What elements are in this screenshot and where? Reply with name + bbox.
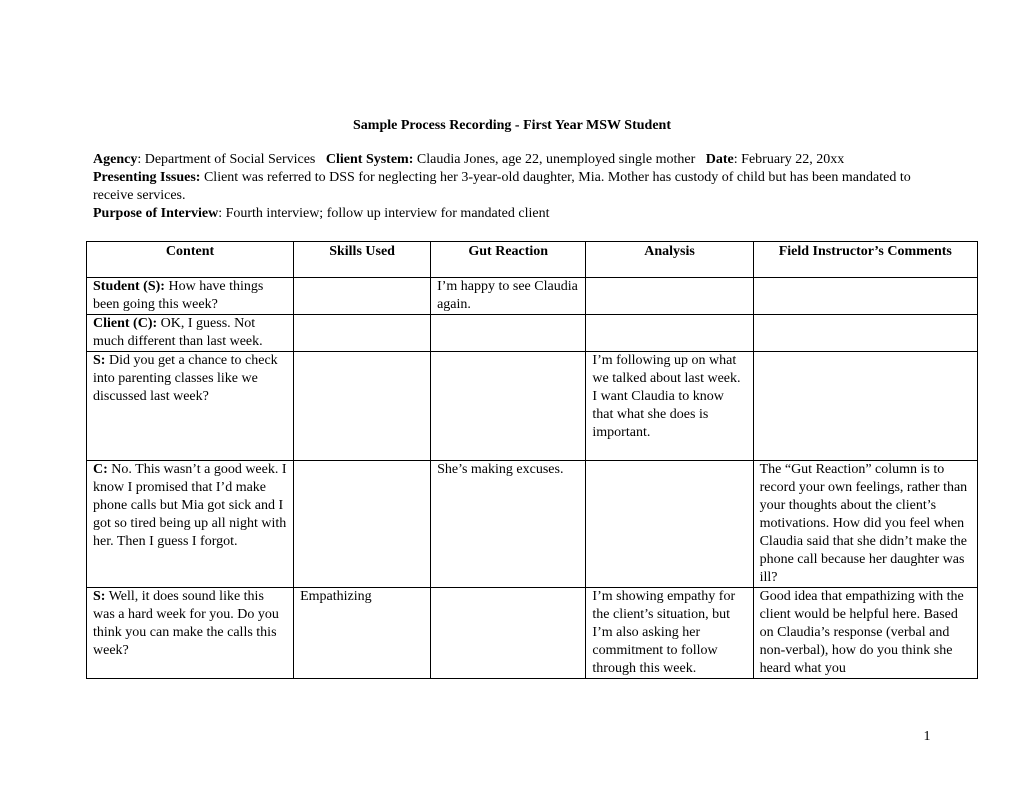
agency-value: : Department of Social Services: [137, 152, 316, 167]
content-cell: [87, 278, 294, 315]
client-system-label: Client System:: [325, 152, 414, 167]
skills-cell: [294, 315, 431, 352]
purpose-line: [93, 205, 943, 223]
header-analysis: Analysis: [586, 242, 753, 278]
analysis-cell: [586, 315, 753, 352]
table-row: [87, 315, 978, 352]
analysis-cell: [586, 461, 753, 588]
header-gut-reaction: Gut Reaction: [431, 242, 586, 278]
table-row: [87, 278, 978, 315]
analysis-cell: [586, 278, 753, 315]
content-cell: [87, 352, 294, 461]
analysis-cell: I’m showing empathy for the client’s situation, but I’m also asking her commitment to follow through this week.: [586, 588, 753, 679]
comments-cell: [753, 352, 977, 461]
dialogue-text: Well, it does sound like this was a hard week for you. Do you think you can make the calls this week?: [93, 589, 279, 658]
speaker-label: S:: [93, 353, 106, 368]
speaker-label: S:: [93, 589, 106, 604]
content-cell: [87, 588, 294, 679]
table-header-row: [87, 242, 978, 278]
comments-cell: [753, 278, 977, 315]
table-row: [87, 461, 978, 588]
dialogue-text: How have things been going this week?: [93, 279, 264, 312]
speaker-label: Student (S):: [93, 279, 165, 294]
gut-reaction-cell: She’s making excuses.: [431, 461, 586, 588]
header-field-instructor-comments: Field Instructor’s Comments: [753, 242, 977, 278]
skills-cell: [294, 352, 431, 461]
purpose-label: Purpose of Interview: [93, 206, 219, 221]
skills-cell: Empathizing: [294, 588, 431, 679]
header-skills-used: Skills Used: [294, 242, 431, 278]
dialogue-text: No. This wasn’t a good week. I know I promised that I’d make phone calls but Mia got sick and I got so tired being up all night with her. Then I guess I forgot.: [93, 462, 287, 549]
comments-cell: The “Gut Reaction” column is to record your own feelings, rather than your thoughts about the client’s motivations. How did you feel when Claudia said that she didn’t make the phone call because her daughter was ill?: [753, 461, 977, 588]
skills-cell: [294, 278, 431, 315]
comments-cell: [753, 315, 977, 352]
agency-label: Agency: [93, 152, 138, 167]
comments-cell: Good idea that empathizing with the client would be helpful here. Based on Claudia’s response (verbal and non-verbal), how do you think she heard what you: [753, 588, 977, 679]
gut-reaction-cell: [431, 588, 586, 679]
gut-reaction-cell: [431, 352, 586, 461]
presenting-issues-value: Client was referred to DSS for neglecting her 3-year-old daughter, Mia. Mother has custody of child but has been mandated to receive services.: [93, 170, 911, 203]
client-system-value: Claudia Jones, age 22, unemployed single mother: [413, 152, 696, 167]
page-number: 1: [923, 729, 931, 744]
gut-reaction-cell: [431, 315, 586, 352]
dialogue-text: OK, I guess. Not much different than last week.: [93, 316, 263, 349]
agency-line: [93, 151, 943, 169]
presenting-issues-label: Presenting Issues:: [93, 170, 201, 185]
document-title: Sample Process Recording - First Year MSW Student: [353, 118, 671, 133]
table-row: [87, 588, 978, 679]
speaker-label: C:: [93, 462, 108, 477]
purpose-value: : Fourth interview; follow up interview for mandated client: [218, 206, 550, 221]
header-content: Content: [87, 242, 294, 278]
speaker-label: Client (C):: [93, 316, 158, 331]
interview-header: [93, 151, 943, 223]
analysis-cell: I’m following up on what we talked about last week. I want Claudia to know that what she does is important.: [586, 352, 753, 461]
date-value: : February 22, 20xx: [733, 152, 845, 167]
skills-cell: [294, 461, 431, 588]
presenting-issues-line: [93, 169, 943, 205]
content-cell: [87, 315, 294, 352]
content-cell: [87, 461, 294, 588]
gut-reaction-cell: I’m happy to see Claudia again.: [431, 278, 586, 315]
table-row: [87, 352, 978, 461]
date-label: Date: [705, 152, 734, 167]
process-recording-table: [86, 241, 978, 679]
dialogue-text: Did you get a chance to check into parenting classes like we discussed last week?: [93, 353, 278, 404]
